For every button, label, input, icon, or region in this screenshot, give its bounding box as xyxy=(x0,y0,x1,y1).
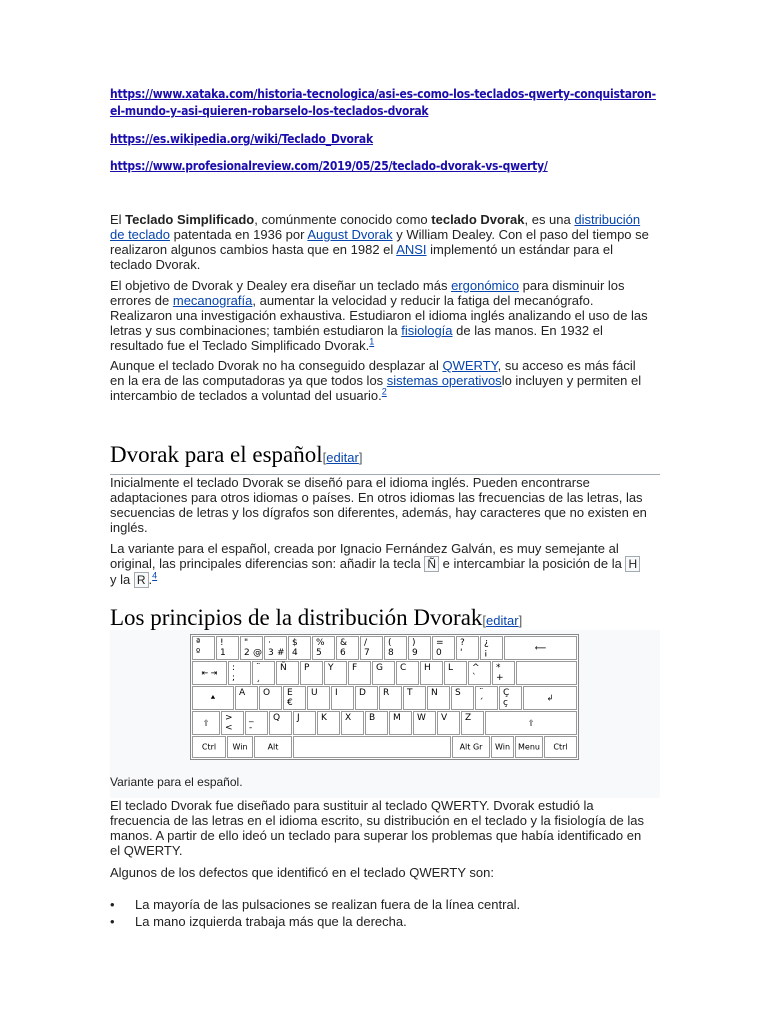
key-label: N xyxy=(431,688,438,698)
section-heading-principios: Los principios de la distribución Dvorak[editar] xyxy=(110,604,660,638)
key-label: ⇧ xyxy=(202,718,210,728)
key xyxy=(389,711,412,735)
key-label: Ç xyxy=(503,688,510,698)
key-label: ¿ xyxy=(484,638,489,648)
link-fisiologia[interactable]: fisiología xyxy=(401,323,453,338)
key-label: 5 xyxy=(316,648,322,658)
key xyxy=(264,636,287,660)
intro-paragraph-2: El objetivo de Dvorak y Dealey era diseñar un teclado más ergonómico para disminuir los errores de mecanografía, aumentar la velocidad y reducir la fatiga del mecanógrafo. Realizaron una investigación exhaustiva. Estudiaron el idioma inglés analizando el uso de las letras y sus combinaciones; también estudiaron la fisiología de las manos. En 1932 el resultado fue el Teclado Simplificado Dvorak.$^1$ xyxy=(110,278,648,353)
link-qwerty[interactable]: QWERTY xyxy=(442,358,498,373)
shift-right-key xyxy=(485,711,577,735)
key xyxy=(228,661,251,685)
key-label: : xyxy=(232,663,236,673)
section1-paragraph-1: Inicialmente el teclado Dvorak se diseñó para el idioma inglés. Pueden encontrarse adaptaciones para otros idiomas o países. En otros idiomas las frecuencias de las letras, las secuencias de letras y los dígrafos son diferentes, además, hay caracteres que no existen en inglés. xyxy=(110,475,647,535)
link-text: https://www.profesionalreview.com/2019/05/25/teclado-dvorak-vs-qwerty/ xyxy=(110,159,548,173)
key-label: Alt xyxy=(267,742,279,752)
key-label: ' xyxy=(460,648,463,658)
key-label: Ctrl xyxy=(553,742,568,752)
link-text: el-mundo-y-asi-quieren-robarselo-los-teclados-dvorak xyxy=(110,104,429,118)
key xyxy=(192,636,215,660)
key xyxy=(276,661,299,685)
key-label: D xyxy=(359,688,366,698)
key-label: 2 xyxy=(244,648,250,658)
key xyxy=(461,711,484,735)
key xyxy=(379,686,402,710)
key-label: ; xyxy=(232,673,236,683)
key xyxy=(324,661,347,685)
key-label: * xyxy=(496,663,501,673)
key-label: º xyxy=(196,648,201,658)
key-label: R xyxy=(383,688,390,698)
key-label: E xyxy=(287,688,293,698)
key xyxy=(269,711,292,735)
key xyxy=(348,661,371,685)
space-key xyxy=(293,736,451,758)
section2-paragraph-2: Algunos de los defectos que identificó en el teclado QWERTY son: xyxy=(110,865,494,880)
key-n-tilde: Ñ xyxy=(424,556,439,572)
key-label: A xyxy=(239,688,246,698)
key-label: ⯅ xyxy=(209,693,217,702)
key xyxy=(283,686,306,710)
win-left-key xyxy=(227,736,253,758)
key-label: H xyxy=(424,663,431,673)
key xyxy=(437,711,460,735)
key xyxy=(384,636,407,660)
link-mecanografia[interactable]: mecanografía xyxy=(172,293,253,308)
key-label: 0 xyxy=(436,648,442,658)
key xyxy=(372,661,395,685)
key-label: T xyxy=(407,688,413,698)
menu-key xyxy=(515,736,543,758)
footnote-1[interactable]: 1 xyxy=(369,336,375,347)
key-label: F xyxy=(352,663,358,673)
key xyxy=(288,636,311,660)
key-label: ´ xyxy=(479,698,484,708)
key-label: V xyxy=(441,713,448,723)
section-heading-dvorak-espanol: Dvorak para el español[editar] xyxy=(110,441,660,475)
key-label: J xyxy=(297,713,300,723)
key-label: ⇧ xyxy=(527,718,535,728)
key-label: ) xyxy=(412,638,416,648)
key xyxy=(307,686,330,710)
key-label: 8 xyxy=(388,648,394,658)
key xyxy=(252,661,275,685)
dvorak-keyboard-diagram xyxy=(190,634,579,760)
key-label: _ xyxy=(249,713,254,723)
caps-lock-key xyxy=(192,686,234,710)
section2-paragraph-1: El teclado Dvorak fue diseñado para sustituir al teclado QWERTY. Dvorak estudió la frecuencia de las letras en el idioma escrito, su distribución en el teclado y la fisiología de las manos. A partir de ello ideó un teclado para superar los problemas que había identificado en el QWERTY. xyxy=(110,798,645,858)
key-label: ⇤ ⇥ xyxy=(201,668,218,678)
reference-link-1[interactable] xyxy=(110,86,670,120)
key-label: 1 xyxy=(220,648,226,658)
win-right-key xyxy=(491,736,514,758)
tab-key xyxy=(192,661,227,685)
key-label: ↲ xyxy=(546,693,554,703)
key xyxy=(420,661,443,685)
key-label: ç xyxy=(503,698,508,708)
key xyxy=(451,686,474,710)
key-label: ¸ xyxy=(256,673,261,683)
key-label: $ xyxy=(292,638,298,648)
key xyxy=(499,686,522,710)
key-label: ( xyxy=(388,638,392,648)
edit-link[interactable]: editar xyxy=(326,450,359,465)
key-label: Y xyxy=(328,663,334,673)
key-label: ¡ xyxy=(484,648,488,658)
key xyxy=(331,686,354,710)
key-label: € xyxy=(287,698,293,708)
key-label: 7 xyxy=(364,648,370,658)
key-h: H xyxy=(625,556,640,572)
key xyxy=(475,686,498,710)
backspace-key xyxy=(504,636,577,660)
enter-key xyxy=(523,686,577,710)
key xyxy=(341,711,364,735)
key-label: K xyxy=(321,713,327,723)
key-label: Alt Gr xyxy=(459,742,483,752)
key xyxy=(408,636,431,660)
key-label: · xyxy=(268,638,271,648)
key xyxy=(355,686,378,710)
key xyxy=(312,636,335,660)
key xyxy=(259,686,282,710)
key-label: Ctrl xyxy=(201,742,217,752)
footnote-4[interactable]: 4 xyxy=(152,570,158,581)
key-label: Win xyxy=(494,742,511,752)
key xyxy=(245,711,268,735)
section1-paragraph-2: La variante para el español, creada por Ignacio Fernández Galván, es muy semejante al original, las principales diferencias son: añadir la tecla Ñ e intercambiar la posición de la H y la R .$^4$ xyxy=(110,541,650,588)
figure-caption: Variante para el español. xyxy=(110,775,243,789)
key-label: & xyxy=(340,638,348,648)
reference-link-3[interactable] xyxy=(110,158,548,175)
key-label: ? xyxy=(460,638,465,648)
key-label: C xyxy=(400,663,407,673)
key-label: M xyxy=(393,713,401,723)
key xyxy=(427,686,450,710)
key xyxy=(235,686,258,710)
key xyxy=(221,711,244,735)
key-label: L xyxy=(448,663,454,673)
key-label: ¨ xyxy=(256,663,261,673)
link-text: https://es.wikipedia.org/wiki/Teclado_Dvorak xyxy=(110,132,373,146)
key-label: < xyxy=(225,723,233,733)
key-label: Win xyxy=(232,742,248,752)
key xyxy=(413,711,436,735)
key-label: ! xyxy=(220,638,224,648)
link-ergonomico[interactable]: ergonómico xyxy=(451,278,520,293)
key-label: % xyxy=(316,638,325,648)
key xyxy=(317,711,340,735)
key-label: - xyxy=(249,723,253,733)
key-label: Z xyxy=(465,713,472,723)
key xyxy=(293,711,316,735)
key xyxy=(492,661,515,685)
link-sistemas-operativos[interactable]: sistemas operativos xyxy=(386,373,502,388)
reference-link-2[interactable] xyxy=(110,131,373,148)
key-label: 3 xyxy=(268,648,274,658)
key-label: Ñ xyxy=(280,663,287,673)
key-label: B xyxy=(369,713,376,723)
key xyxy=(432,636,455,660)
key-label: Menu xyxy=(518,742,540,752)
key-label: = xyxy=(436,638,444,648)
key xyxy=(360,636,383,660)
key-label: I xyxy=(335,688,338,698)
key-label: Q xyxy=(273,713,281,723)
ctrl-right-key xyxy=(544,736,577,758)
key-label: ª xyxy=(196,638,201,648)
key xyxy=(480,636,503,660)
shift-left-key xyxy=(192,711,220,735)
key xyxy=(365,711,388,735)
key xyxy=(468,661,491,685)
key-label: ⟵ xyxy=(534,643,547,653)
key-label: O xyxy=(263,688,271,698)
enter-key-top xyxy=(516,661,577,685)
intro-paragraph-3: Aunque el teclado Dvorak no ha conseguido desplazar al QWERTY, su acceso es más fácil en la era de las computadoras ya que todos los sistemas operativoslo incluyen y permiten el intercambio de teclados a voluntad del usuario.$^2$ xyxy=(110,358,642,403)
key-label: 4 xyxy=(292,648,298,658)
key-label: P xyxy=(304,663,310,673)
key-label: # xyxy=(277,648,285,658)
key-label: " xyxy=(244,638,249,648)
key-label: S xyxy=(455,688,461,698)
defects-list xyxy=(110,897,650,931)
edit-link[interactable]: editar xyxy=(486,613,519,628)
key xyxy=(403,686,426,710)
intro-paragraph-1: El Teclado Simplificado, comúnmente conocido como teclado Dvorak, es una distribución de teclado patentada en 1936 por August Dvorak y William Dealey. Con el paso del tiempo se realizaron algunos cambios hasta que en 1982 el ANSI implementó un estándar para el teclado Dvorak. xyxy=(110,212,649,272)
key-label: > xyxy=(225,713,233,723)
link-august-dvorak[interactable]: August Dvorak xyxy=(307,227,393,242)
key-label: ^ xyxy=(472,663,480,673)
key-label: ` xyxy=(472,673,477,683)
key xyxy=(336,636,359,660)
link-ansi[interactable]: ANSI xyxy=(396,242,427,257)
key-label: / xyxy=(364,638,368,648)
key xyxy=(300,661,323,685)
key-label: 6 xyxy=(340,648,346,658)
key-label: ¨ xyxy=(479,688,484,698)
key xyxy=(444,661,467,685)
key xyxy=(216,636,239,660)
key-label: U xyxy=(311,688,318,698)
link-text: https://www.xataka.com/historia-tecnologica/asi-es-como-los-teclados-qwerty-conquistaron- xyxy=(110,87,656,101)
key-r: R xyxy=(134,572,149,588)
list-item: • La mano izquierda trabaja más que la derecha. xyxy=(110,914,650,929)
link-distribucion[interactable]: distribución de teclado xyxy=(110,212,641,242)
key xyxy=(396,661,419,685)
key xyxy=(456,636,479,660)
list-item: • La mayoría de las pulsaciones se realizan fuera de la línea central. xyxy=(110,897,650,912)
alt-key xyxy=(254,736,292,758)
key-label: 9 xyxy=(412,648,418,658)
key-label: @ xyxy=(253,648,262,658)
ctrl-left-key xyxy=(192,736,226,758)
key-label: + xyxy=(496,673,504,683)
key-label: X xyxy=(345,713,352,723)
footnote-2[interactable]: 2 xyxy=(381,386,387,397)
key-label: W xyxy=(417,713,426,723)
key xyxy=(240,636,263,660)
altgr-key xyxy=(452,736,490,758)
key-label: G xyxy=(376,663,383,673)
